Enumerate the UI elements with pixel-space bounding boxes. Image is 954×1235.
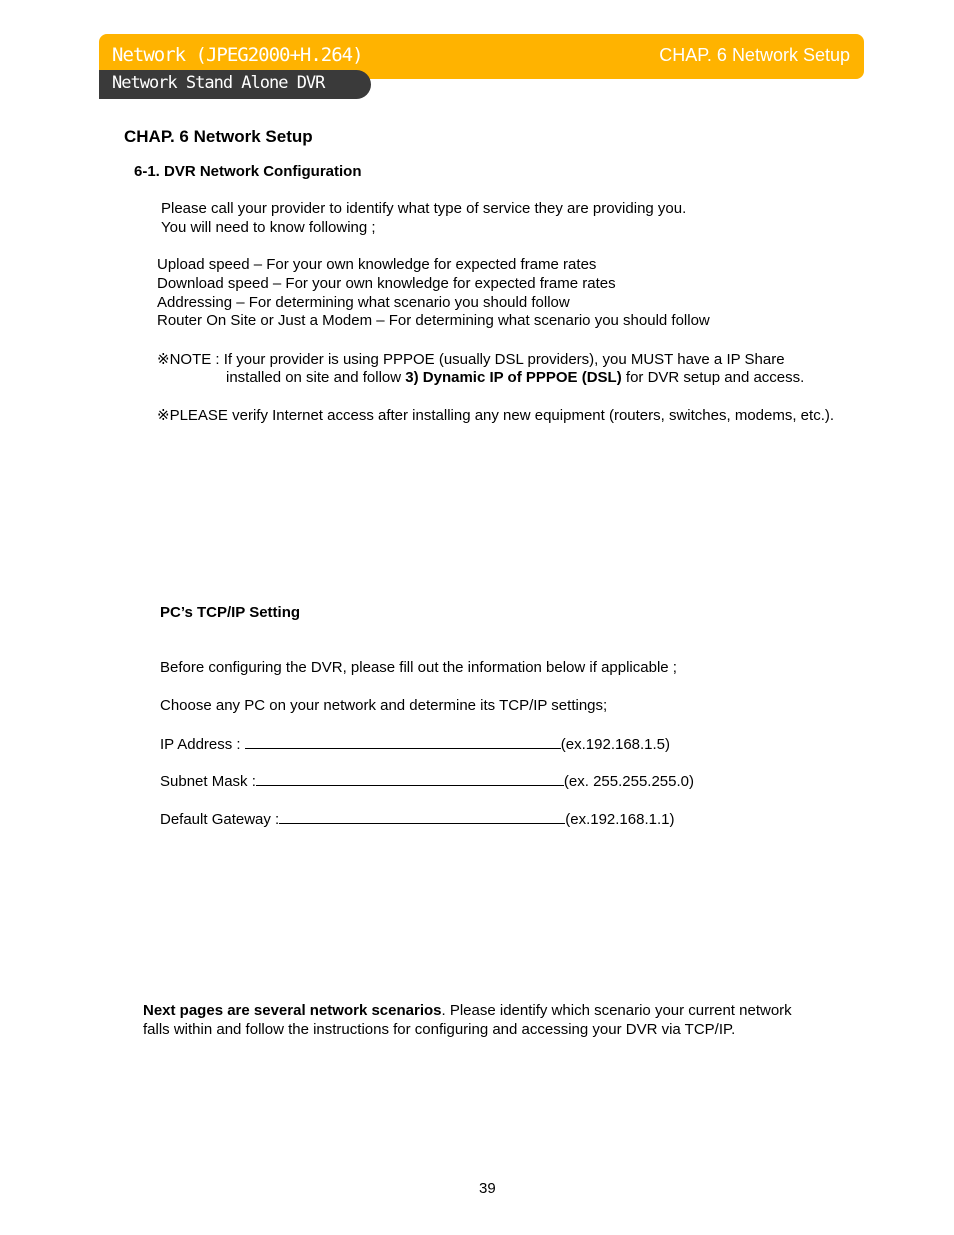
header-sub-tab-label: Network Stand Alone DVR: [112, 73, 325, 93]
section-title: 6-1. DVR Network Configuration: [134, 163, 362, 180]
page-number: 39: [479, 1180, 496, 1197]
next-pages-bold: Next pages are several network scenarios: [143, 1002, 442, 1019]
chapter-title: CHAP. 6 Network Setup: [124, 127, 313, 146]
ip-address-label: IP Address :: [160, 736, 245, 753]
note-line-2-suffix: for DVR setup and access.: [621, 369, 805, 386]
subnet-mask-example: (ex. 255.255.255.0): [563, 773, 694, 790]
pc-choose-text: Choose any PC on your network and determine its TCP/IP settings;: [160, 697, 608, 714]
ip-address-example: (ex.192.168.1.5): [560, 736, 671, 753]
default-gateway-blank: [279, 809, 565, 824]
next-pages-rest: . Please identify which scenario your current network: [441, 1002, 792, 1019]
default-gateway-label: Default Gateway :: [160, 811, 280, 828]
requirement-item: Upload speed – For your own knowledge for expected frame rates: [157, 256, 597, 273]
subnet-mask-blank: [256, 771, 564, 786]
pc-section-title: PC’s TCP/IP Setting: [160, 604, 301, 621]
note-line-2-prefix: installed on site and follow: [226, 369, 406, 386]
requirement-item: Router On Site or Just a Modem – For determining what scenario you should follow: [157, 312, 710, 329]
please-verify-note: ※PLEASE verify Internet access after installing any new equipment (routers, switches, modems, etc.).: [157, 407, 835, 424]
subnet-mask-label: Subnet Mask :: [160, 773, 256, 790]
subnet-mask-field: [160, 771, 694, 790]
note-line-2-bold: 3) Dynamic IP of PPPOE (DSL): [405, 369, 622, 386]
next-pages-line-1: [143, 1002, 792, 1019]
header-title: Network (JPEG2000+H.264): [112, 44, 363, 66]
intro-line-2: You will need to know following ;: [161, 219, 376, 236]
intro-line-1: Please call your provider to identify what type of service they are providing you.: [161, 200, 687, 217]
note-line-2: [226, 369, 804, 386]
default-gateway-field: [160, 809, 674, 828]
ip-address-field: [160, 734, 670, 753]
default-gateway-example: (ex.192.168.1.1): [565, 811, 675, 828]
header-chapter: CHAP. 6 Network Setup: [659, 45, 850, 65]
ip-address-blank: [245, 734, 561, 749]
note-line-1: ※NOTE : If your provider is using PPPOE (usually DSL providers), you MUST have a IP Share: [157, 351, 785, 368]
requirement-item: Addressing – For determining what scenario you should follow: [157, 294, 570, 311]
requirement-item: Download speed – For your own knowledge for expected frame rates: [157, 275, 616, 292]
next-pages-line-2: falls within and follow the instructions for configuring and accessing your DVR via TCP/IP.: [143, 1021, 736, 1038]
pc-before-text: Before configuring the DVR, please fill out the information below if applicable ;: [160, 659, 677, 676]
